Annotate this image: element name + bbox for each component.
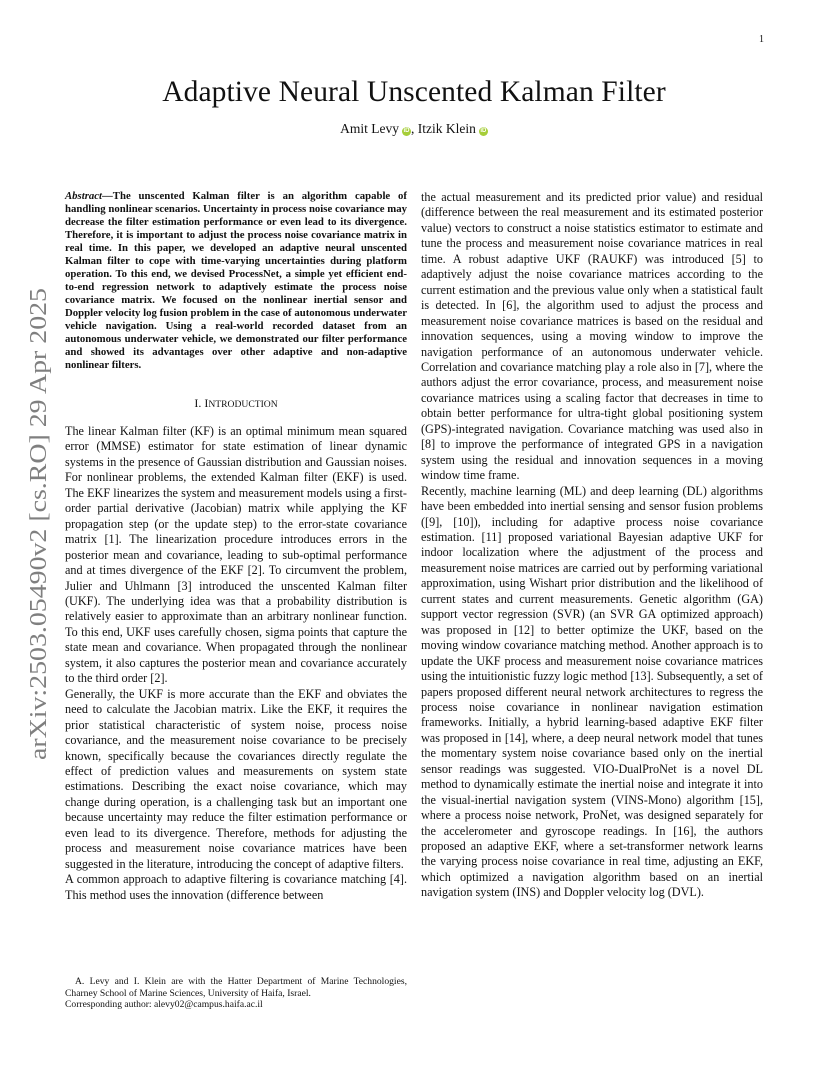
section-heading-introduction bbox=[65, 396, 407, 411]
page-number: 1 bbox=[759, 34, 764, 45]
right-column bbox=[421, 190, 763, 901]
abstract-text: —The unscented Kalman filter is an algorithm capable of handling nonlinear scenarios. Uncertainty in process noise covariance may decrease the filter estimation performance or even lead to its divergence. Therefore, it is important to adjust the process noise covariance matrix in real time. In this paper, we developed an adaptive neural unscented Kalman filter to cope with time-varying uncertainties during platform operation. To this end, we devised ProcessNet, a simple yet efficient end-to-end regression network to adaptively estimate the process noise covariance matrix. We focused on the nonlinear inertial sensor and Doppler velocity log fusion problem in the case of autonomous underwater vehicle navigation. Using a real-world recorded dataset from an autonomous underwater vehicle, we demonstrated our filter performance and showed its advantages over other adaptive and non-adaptive nonlinear filters. bbox=[65, 190, 407, 371]
footnote-corresponding-author: Corresponding author: alevy02@campus.haifa.ac.il bbox=[65, 999, 263, 1010]
abstract-label: Abstract bbox=[65, 190, 103, 202]
arxiv-sidebar-stamp bbox=[14, 285, 59, 760]
footnote-affiliation: A. Levy and I. Klein are with the Hatter Department of Marine Technologies, Charney School of Marine Sciences, University of Haifa, Israel. bbox=[65, 976, 407, 999]
orcid-icon[interactable]: iD bbox=[480, 128, 487, 134]
footnote bbox=[65, 976, 407, 1011]
author-itzik-klein: Itzik Klein bbox=[417, 121, 476, 136]
abstract bbox=[65, 190, 407, 372]
body-paragraph: Generally, the UKF is more accurate than the EKF and obviates the need to calculate the Jacobian matrix. Like the EKF, it requires the prior statistical characteristic of system noise, process noise covariance, and the measurement noise covariance to be precisely known, specifically because the covariances directly regulate the effect of prediction values and measurements on system state estimations. Describing the exact noise covariance, which may change during operation, is a challenging task but an important one because uncertainty may reduce the filter estimation performance or even lead to its divergence. Therefore, methods for adjusting the process and measurement noise covariance matrices have been suggested in the literature, introducing the concept of adaptive filters. bbox=[65, 686, 407, 871]
body-paragraph: Recently, machine learning (ML) and deep learning (DL) algorithms have been embedded into inertial sensing and sensor fusion problems ([9], [10]), including for adaptive process noise covariance estimation. [11] proposed variational Bayesian adaptive UKF for indoor localization where the adjustment of the process and measurement noise matrices are carried out by performing variational approximation, using Wishart prior distribution and the likelihood of current states and current measurements. Genetic algorithm (GA) support vector regression (SVR) (an SVR GA optimized approach) was proposed in [12] to better optimize the UKF, based on the moving window covariance matching method. Another approach is to update the UKF process and measurement noise covariance matrices using the intuitionistic fuzzy logic method [13]. Subsequently, a set of papers proposed different neural network architectures to regress the process noise covariance in nonlinear navigation estimation frameworks. Initially, a hybrid learning-based adaptive EKF filter was proposed in [14], where, a deep neural network model that tunes the momentary system noise covariance based only on the inertial sensor readings was suggested. VIO-DualProNet is a novel DL method to dynamically estimate the inertial noise and integrate it into the visual-inertial navigation system (VINS-Mono) algorithm [15], where a process noise network, ProNet, was designed separately for the accelerometer and gyroscope readings. In [16], the authors proposed an adaptive EKF, where a set-transformer network learns the varying process noise covariance in real time, adjusting an EKF, which optimized a navigation algorithm based on an inertial navigation system (INS) and Doppler velocity log (DVL). bbox=[421, 483, 763, 900]
paper-title: Adaptive Neural Unscented Kalman Filter bbox=[162, 76, 666, 108]
author-amit-levy: Amit Levy bbox=[340, 121, 399, 136]
arxiv-stamp-svg bbox=[14, 285, 59, 760]
author-line bbox=[0, 121, 828, 137]
section-title-rest: NTRODUCTION bbox=[208, 399, 278, 410]
section-numeral: I. bbox=[194, 396, 205, 410]
body-paragraph: The linear Kalman filter (KF) is an optimal minimum mean squared error (MMSE) estimator for state estimation of linear dynamic systems in the presence of Gaussian distribution and Gaussian noises. For nonlinear problems, the extended Kalman filter (EKF) is used. The EKF linearizes the system and measurement models using a first-order partial derivative (Jacobian) matrix while applying the KF propagation step (or the update step) to the error-state covariance matrix [1]. The linearization procedure introduces errors in the posterior mean and covariance, leading to sub-optimal performance and at times divergence of the EKF [2]. To circumvent the problem, Julier and Uhlmann [3] introduced the unscented Kalman filter (UKF). The underlying idea was that a probability distribution is relatively easier to approximate than an arbitrary nonlinear function. To this end, UKF uses carefully chosen, sigma points that capture the state mean and covariance. When propagated through the nonlinear system, it also captures the posterior mean and covariance accurately to the third order [2]. bbox=[65, 424, 407, 686]
left-column bbox=[65, 190, 407, 903]
body-paragraph: the actual measurement and its predicted prior value) and residual (difference between the real measurement and its estimated posterior value) vectors to construct a noise statistics estimator to estimate and tune the process and measurement noise covariance matrices in real time. A robust adaptive UKF (RAUKF) was introduced [5] to adaptively adjust the noise covariance matrices according to the current estimation and the previous value only when a statistical fault is detected. In [6], the algorithm used to adjust the process and measurement noise covariance matrices is based on the residual and innovation sequences, using a moving window to improve the navigation performance of an autonomous underwater vehicle. Correlation and covariance matching play a role also in [7], where the authors adjust the error covariance, process, and measurement noise covariance matrices using a scaling factor that decreases in time to obtain better performance for ultra-tight global positioning system (GPS)-integrated navigation. Covariance matching was used also in [8] to improve the performance of integrated GPS in a navigation system using the residual and innovation sequences in a moving window time frame. bbox=[421, 190, 763, 483]
author-separator: , bbox=[411, 121, 418, 136]
arxiv-identifier: arXiv:2503.05490v2 [cs.RO] 29 Apr 2025 bbox=[25, 344, 52, 760]
body-paragraph: A common approach to adaptive filtering is covariance matching [4]. This method uses the innovation (difference between bbox=[65, 872, 407, 902]
section-first-letter: I bbox=[204, 396, 209, 410]
orcid-icon[interactable]: iD bbox=[403, 128, 410, 134]
